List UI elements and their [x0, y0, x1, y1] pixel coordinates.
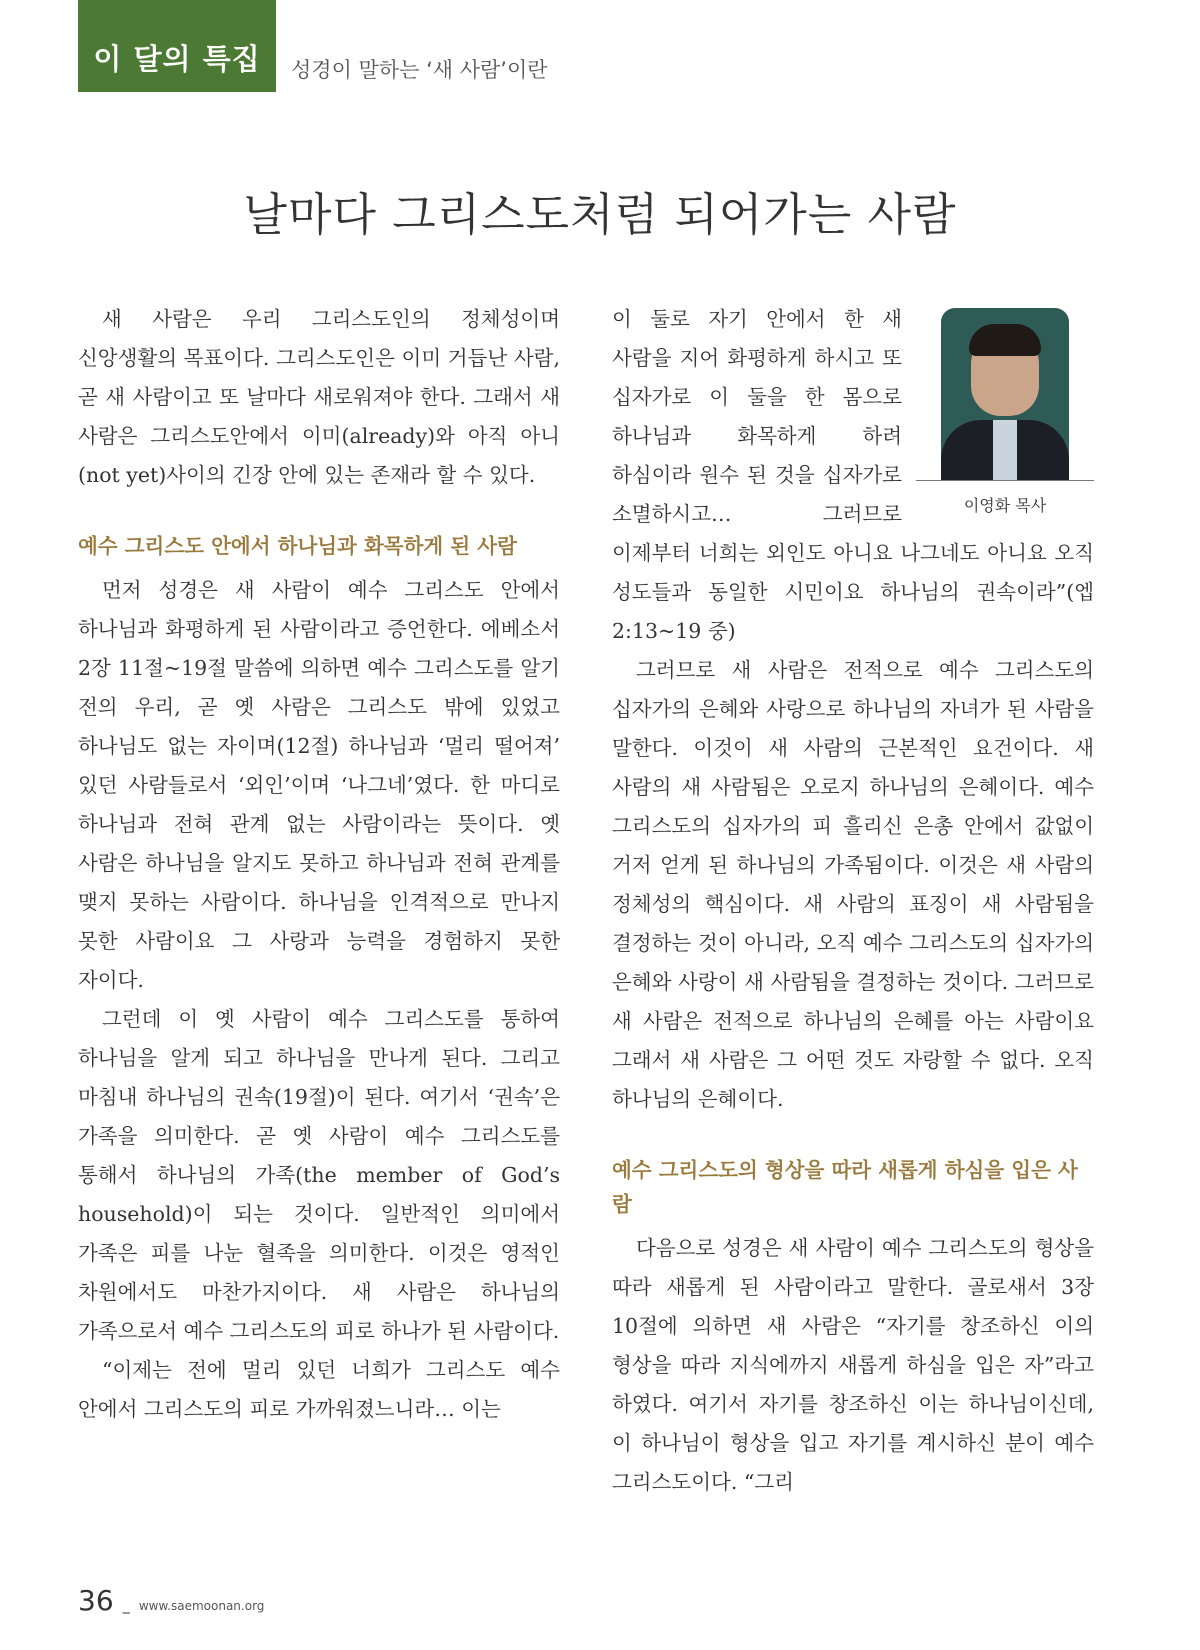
photo-divider — [916, 480, 1094, 481]
section1-heading: 예수 그리스도 안에서 하나님과 화목하게 된 사람 — [78, 534, 517, 558]
section2-paragraph-1: 다음으로 성경은 새 사람이 예수 그리스도의 형상을 따라 새롭게 된 사람이라고 말한다. 골로새서 3장 10절에 의하면 새 사람은 “자기를 창조하신 이의 형상을 따라 지식에까지 새롭게 하심을 입은 자”라고 하였다. 여기서 자기를 창조하신 이는 하나님이신데, 이 하나님이 형상을 입고 자기를 계시하신 분이 예수 그리스도이다. “그리 — [612, 1236, 1094, 1494]
photo-caption: 이영화 목사 — [963, 496, 1047, 515]
section1-paragraph-3: “이제는 전에 멀리 있던 너희가 그리스도 예수 안에서 그리스도의 피로 가까워졌느니라… 이는 — [78, 1358, 560, 1421]
page-number: 36 — [78, 1584, 114, 1617]
right-column — [612, 300, 1094, 1502]
section-subtitle: 성경이 말하는 ‘새 사람’이란 — [291, 58, 548, 82]
left-column — [78, 300, 560, 1429]
page-title: 날마다 그리스도처럼 되어가는 사람 — [243, 188, 957, 241]
section-tab: 이 달의 특집 — [78, 0, 276, 92]
section1-paragraph-1: 먼저 성경은 새 사람이 예수 그리스도 안에서 하나님과 화평하게 된 사람이라고 증언한다. 에베소서 2장 11절~19절 말씀에 의하면 예수 그리스도를 알기 전의 우리, 곧 옛 사람은 그리스도 밖에 있었고 하나님도 없는 자이며(12절) 하나님과 ‘멀리 떨어져’ 있던 사람들로서 ‘외인’이며 ‘나그네’였다. 한 마디로 하나님과 전혀 관계 없는 사람이라는 뜻이다. 옛 사람은 하나님을 알지도 못하고 하나님과 전혀 관계를 맺지 못하는 사람이다. 하나님을 인격적으로 만나지 못한 사람이요 그 사랑과 능력을 경험하지 못한 자이다. — [78, 578, 560, 992]
quote-continuation: 이 둘로 자기 안에서 한 새 사람을 지어 화평하게 하시고 또 십자가로 이 둘을 한 몸으로 하나님과 화목하게 하려 하심이라 원수 된 것을 십자가로 소멸하시고… 그러므로 이제부터 너희는 외인도 아니요 나그네도 아니요 오직 성도들과 동일한 시민이요 하나님의 권속이라”(엡 2:13~19 중) — [612, 307, 1094, 643]
section1-paragraph-2: 그런데 이 옛 사람이 예수 그리스도를 통하여 하나님을 알게 되고 하나님을 만나게 된다. 그리고 마침내 하나님의 권속(19절)이 된다. 여기서 ‘권속’은 가족을 의미한다. 곧 옛 사람이 예수 그리스도를 통해서 하나님의 가족(the member of God’s household)이 되는 것이다. 일반적인 의미에서 가족은 피를 나눈 혈족을 의미한다. 이것은 영적인 차원에서도 마찬가지이다. 새 사람은 하나님의 가족으로서 예수 그리스도의 피로 하나가 된 사람이다. — [78, 1007, 560, 1343]
author-photo-box — [916, 308, 1094, 516]
intro-paragraph: 새 사람은 우리 그리스도인의 정체성이며 신앙생활의 목표이다. 그리스도인은 이미 거듭난 사람, 곧 새 사람이고 또 날마다 새로워져야 한다. 그래서 새 사람은 그리스도안에서 이미(already)와 아직 아니(not yet)사이의 긴장 안에 있는 존재라 할 수 있다. — [78, 307, 560, 487]
grace-paragraph: 그러므로 새 사람은 전적으로 예수 그리스도의 십자가의 은혜와 사랑으로 하나님의 자녀가 된 사람을 말한다. 이것이 새 사람의 근본적인 요건이다. 새 사람의 새 사람됨은 오로지 하나님의 은혜이다. 예수 그리스도의 십자가의 피 흘리신 은총 안에서 값없이 거저 얻게 된 하나님의 가족됨이다. 이것은 새 사람의 정체성의 핵심이다. 새 사람의 표징이 새 사람됨을 결정하는 것이 아니라, 오직 예수 그리스도의 십자가의 은혜와 사랑이 새 사람됨을 결정하는 것이다. 그러므로 새 사람은 전적으로 하나님의 은혜를 아는 사람이요 그래서 새 사람은 그 어떤 것도 자랑할 수 없다. 오직 하나님의 은혜이다. — [612, 658, 1094, 1111]
page-footer — [78, 1584, 264, 1617]
author-photo — [941, 308, 1069, 480]
section2-heading: 예수 그리스도의 형상을 따라 새롭게 하심을 입은 사람 — [612, 1158, 1078, 1216]
footer-url: www.saemoonan.org — [138, 1599, 265, 1613]
footer-separator: _ — [122, 1598, 130, 1614]
